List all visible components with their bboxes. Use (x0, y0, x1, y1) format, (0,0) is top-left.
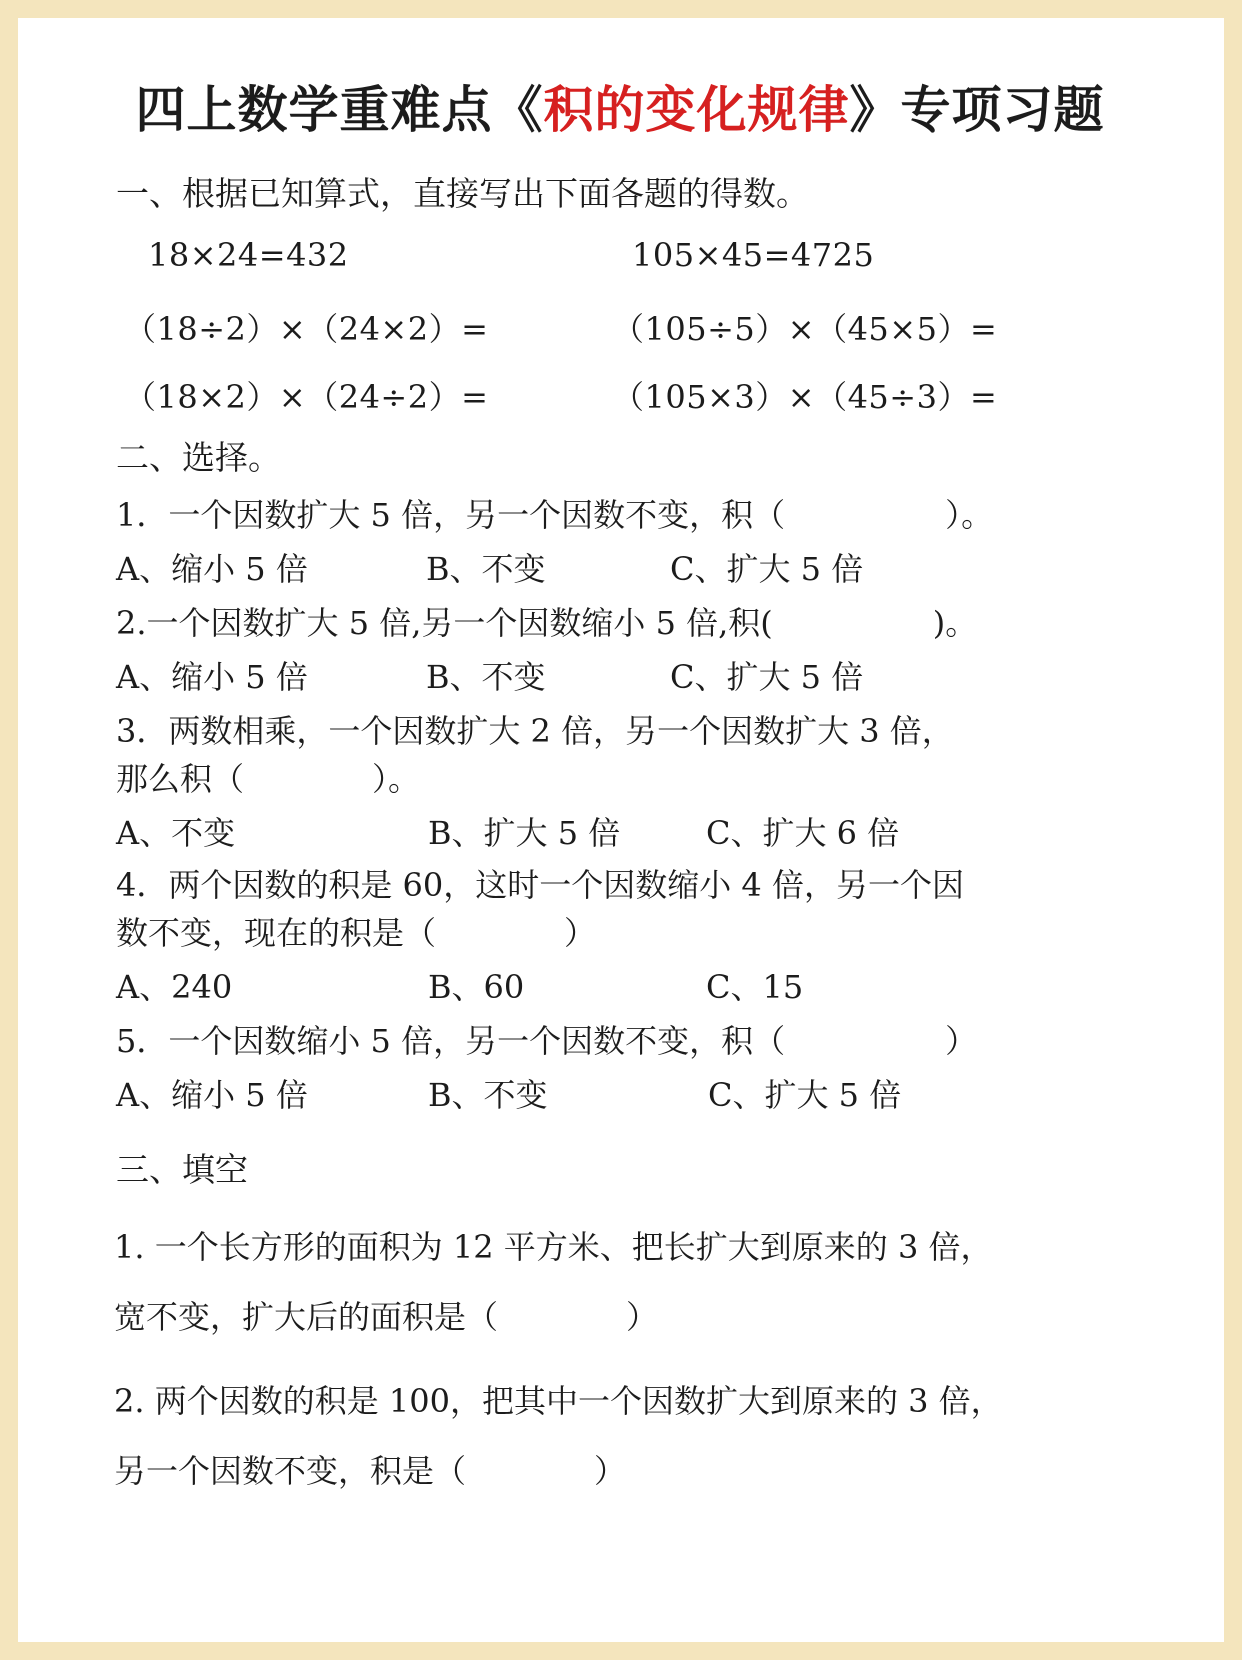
q4-option-c: C、15 (706, 968, 804, 1006)
q5-option-b: B、不变 (428, 1076, 548, 1114)
page-title (90, 70, 1150, 142)
q5-option-c: C、扩大 5 倍 (708, 1076, 902, 1114)
q2-option-b: B、不变 (426, 658, 546, 696)
q3-option-a: A、不变 (116, 814, 236, 852)
given-equation-left: 18×24=432 (148, 236, 349, 274)
section3-heading: 三、填空 (116, 1150, 248, 1189)
calc-right-2: （105×3）×（45÷3）= (612, 378, 998, 416)
choice-question-5: 5．一个因数缩小 5 倍，另一个因数不变，积（ ） (116, 1022, 978, 1060)
calc-left-2: （18×2）×（24÷2）= (124, 378, 489, 416)
q2-option-c: C、扩大 5 倍 (670, 658, 864, 696)
fill-question-2-cont: 另一个因数不变，积是（ ） (114, 1452, 627, 1490)
q5-option-a: A、缩小 5 倍 (116, 1076, 308, 1114)
choice-question-2: 2.一个因数扩大 5 倍,另一个因数缩小 5 倍,积( )。 (116, 604, 978, 642)
q1-option-b: B、不变 (426, 550, 546, 588)
choice-question-4: 4．两个因数的积是 60，这时一个因数缩小 4 倍，另一个因 (116, 866, 964, 904)
q2-option-a: A、缩小 5 倍 (116, 658, 308, 696)
choice-question-3-cont: 那么积（ ）。 (116, 760, 421, 798)
title-highlight: 积的变化规律 (543, 80, 850, 139)
worksheet-page (18, 18, 1224, 1642)
given-equation-right: 105×45=4725 (632, 236, 875, 274)
q1-option-c: C、扩大 5 倍 (670, 550, 864, 588)
q4-option-b: B、60 (428, 968, 525, 1006)
fill-question-1-cont: 宽不变，扩大后的面积是（ ） (114, 1298, 659, 1336)
fill-question-1: 1. 一个长方形的面积为 12 平方米、把长扩大到原来的 3 倍， (114, 1228, 993, 1266)
choice-question-3: 3．两数相乘，一个因数扩大 2 倍，另一个因数扩大 3 倍， (116, 712, 954, 750)
q3-option-b: B、扩大 5 倍 (428, 814, 621, 852)
choice-question-4-cont: 数不变，现在的积是（ ） (116, 914, 597, 952)
choice-question-1: 1．一个因数扩大 5 倍，另一个因数不变，积（ ）。 (116, 496, 994, 534)
q4-option-a: A、240 (116, 968, 233, 1006)
section1-heading: 一、根据已知算式，直接写出下面各题的得数。 (116, 174, 809, 213)
section2-heading: 二、选择。 (116, 438, 281, 477)
title-prefix: 四上数学重难点《 (135, 80, 544, 139)
calc-right-1: （105÷5）×（45×5）= (612, 310, 998, 348)
q1-option-a: A、缩小 5 倍 (116, 550, 308, 588)
q3-option-c: C、扩大 6 倍 (706, 814, 900, 852)
title-suffix: 》专项习题 (849, 80, 1105, 139)
calc-left-1: （18÷2）×（24×2）= (124, 310, 489, 348)
fill-question-2: 2. 两个因数的积是 100，把其中一个因数扩大到原来的 3 倍， (114, 1382, 1003, 1420)
